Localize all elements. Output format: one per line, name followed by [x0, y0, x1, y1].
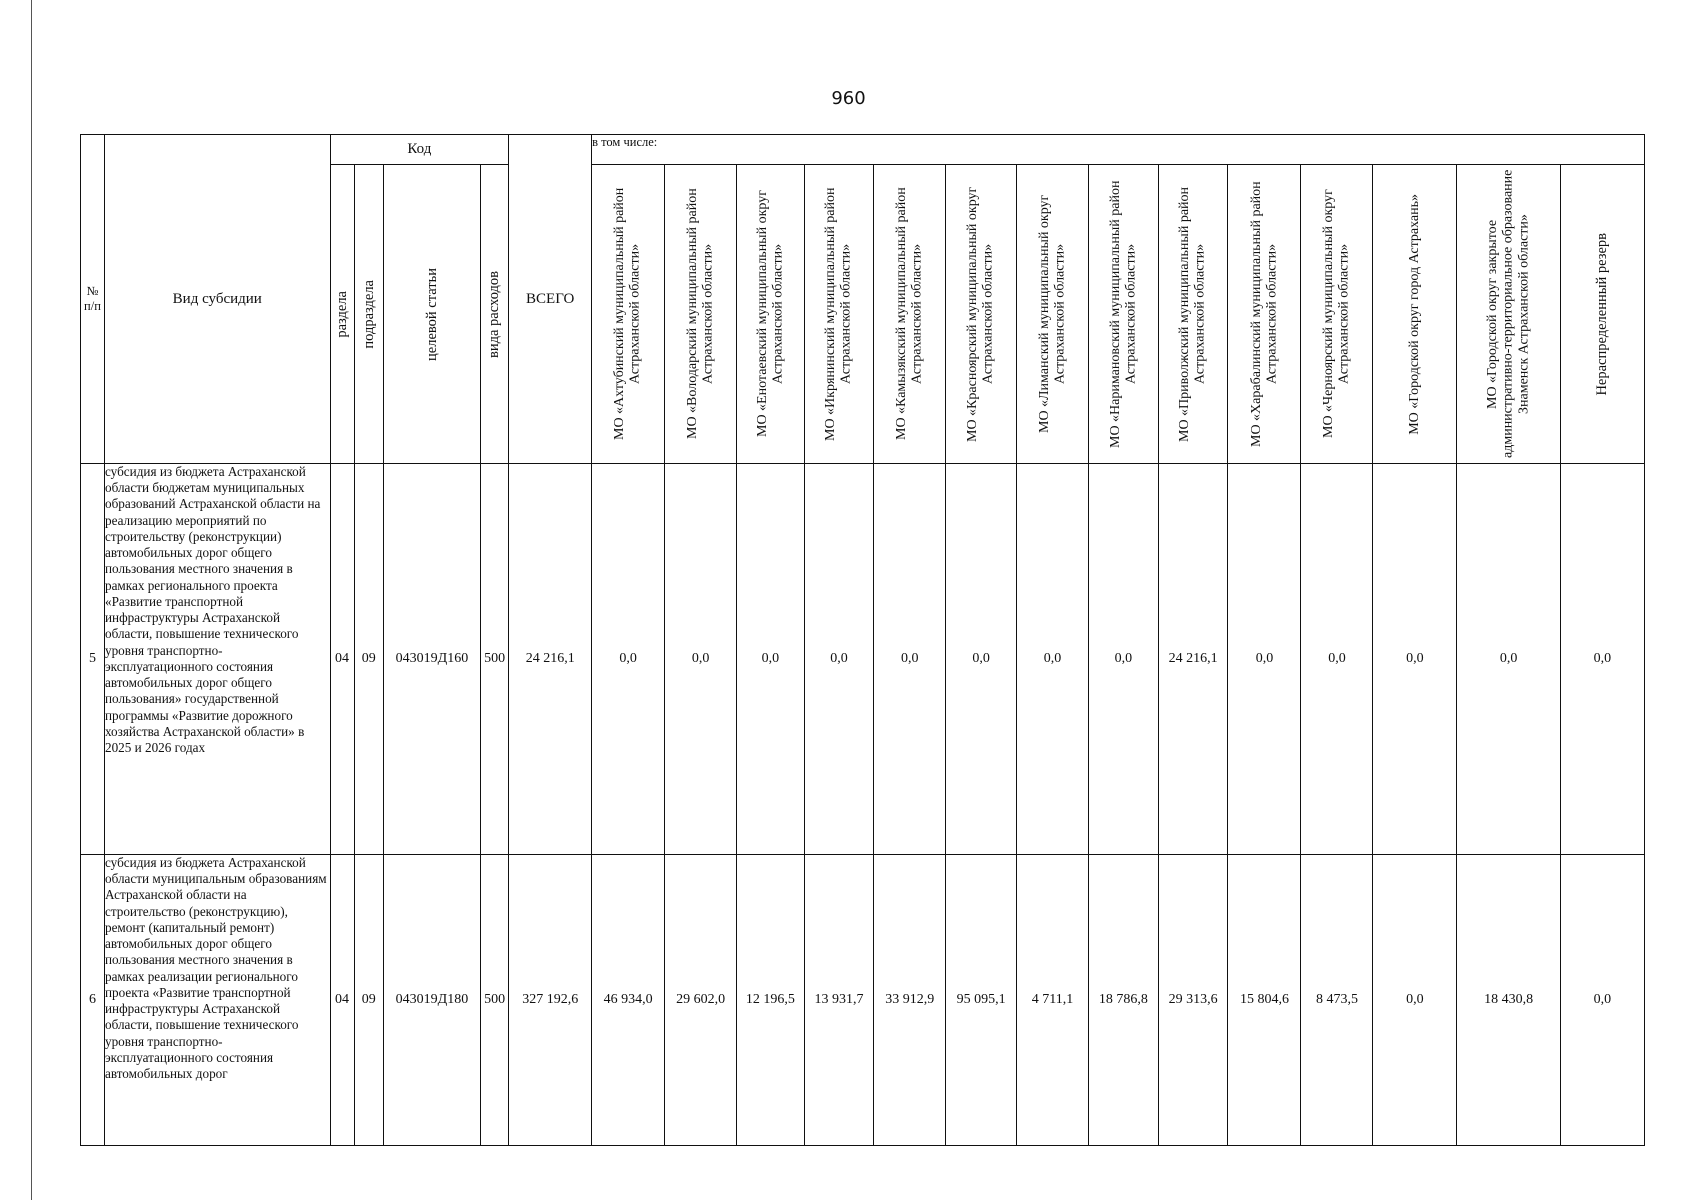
col-header-mo-11: МО «Черноярский муниципальный округ Астраханской области»: [1301, 165, 1373, 464]
margin-line: [31, 0, 32, 1200]
col-header-no: № п/п: [81, 135, 105, 464]
row-razdel: 04: [330, 464, 354, 855]
row-value-10: 0,0: [1228, 464, 1301, 855]
row-podrazdel: 09: [354, 464, 383, 855]
row-value-14: 0,0: [1560, 855, 1644, 1146]
col-header-mo-8: МО «Наримановский муниципальный район Астраханской области»: [1089, 165, 1159, 464]
col-header-reserve: Нераспределенный резерв: [1560, 165, 1644, 464]
row-value-8: 18 786,8: [1089, 855, 1159, 1146]
row-no: 5: [81, 464, 105, 855]
row-value-11: 8 473,5: [1301, 855, 1373, 1146]
col-header-mo-13: МО «Городской округ закрытое административно-территориальное образование Знаменск Астраханской области»: [1457, 165, 1561, 464]
col-header-mo-4: МО «Икрянинский муниципальный район Астраханской области»: [804, 165, 874, 464]
row-value-4: 13 931,7: [804, 855, 874, 1146]
row-value-13: 0,0: [1457, 464, 1561, 855]
row-value-1: 46 934,0: [592, 855, 665, 1146]
row-value-1: 0,0: [592, 464, 665, 855]
row-value-4: 0,0: [804, 464, 874, 855]
row-total: 24 216,1: [509, 464, 592, 855]
row-value-13: 18 430,8: [1457, 855, 1561, 1146]
col-header-mo-12: МО «Городской округ город Астрахань»: [1373, 165, 1457, 464]
row-podrazdel: 09: [354, 855, 383, 1146]
col-header-mo-9: МО «Приволжский муниципальный район Астраханской области»: [1158, 165, 1228, 464]
row-total: 327 192,6: [509, 855, 592, 1146]
row-no: 6: [81, 855, 105, 1146]
row-value-8: 0,0: [1089, 464, 1159, 855]
col-header-mo-7: МО «Лиманский муниципальный округ Астраханской области»: [1017, 165, 1089, 464]
col-header-including: в том числе:: [592, 135, 1645, 165]
row-value-10: 15 804,6: [1228, 855, 1301, 1146]
row-value-5: 0,0: [874, 464, 946, 855]
row-value-12: 0,0: [1373, 855, 1457, 1146]
col-header-mo-1: МО «Ахтубинский муниципальный район Астраханской области»: [592, 165, 665, 464]
col-header-code: Код: [330, 135, 509, 165]
table-row: [81, 464, 1645, 855]
row-value-2: 0,0: [665, 464, 737, 855]
row-description: субсидия из бюджета Астраханской области муниципальным образованиям Астраханской области на строительство (реконструкцию), ремонт (капитальный ремонт) автомобильных дорог общего пользования местного значения в рамках реализации регионального проекта «Развитие транспортной инфраструктуры Астраханской области, повышение технического уровня транспортно-эксплуатационного состояния автомобильных дорог: [104, 855, 330, 1146]
row-celevaya: 043019Д160: [383, 464, 480, 855]
col-header-podrazdel: подраздела: [354, 165, 383, 464]
row-value-2: 29 602,0: [665, 855, 737, 1146]
row-value-6: 0,0: [946, 464, 1017, 855]
row-value-7: 4 711,1: [1017, 855, 1089, 1146]
col-header-mo-5: МО «Камызякский муниципальный район Астраханской области»: [874, 165, 946, 464]
row-value-12: 0,0: [1373, 464, 1457, 855]
col-header-celevaya: целевой статьи: [383, 165, 480, 464]
col-header-kind: Вид субсидии: [104, 135, 330, 464]
row-vid: 500: [480, 464, 508, 855]
page-number: 960: [831, 88, 866, 109]
row-value-3: 0,0: [737, 464, 805, 855]
row-value-7: 0,0: [1017, 464, 1089, 855]
col-header-razdel: раздела: [330, 165, 354, 464]
row-value-5: 33 912,9: [874, 855, 946, 1146]
row-celevaya: 043019Д180: [383, 855, 480, 1146]
row-value-3: 12 196,5: [737, 855, 805, 1146]
row-value-14: 0,0: [1560, 464, 1644, 855]
col-header-mo-10: МО «Харабалинский муниципальный район Астраханской области»: [1228, 165, 1301, 464]
table-row: [81, 855, 1645, 1146]
col-header-mo-2: МО «Володарский муниципальный район Астраханской области»: [665, 165, 737, 464]
col-header-total: ВСЕГО: [509, 135, 592, 464]
row-value-9: 24 216,1: [1158, 464, 1228, 855]
row-value-9: 29 313,6: [1158, 855, 1228, 1146]
col-header-vid: вида расходов: [480, 165, 508, 464]
row-value-6: 95 095,1: [946, 855, 1017, 1146]
row-value-11: 0,0: [1301, 464, 1373, 855]
row-razdel: 04: [330, 855, 354, 1146]
subsidy-table: [80, 134, 1645, 1146]
col-header-mo-3: МО «Енотаевский муниципальный округ Астраханской области»: [737, 165, 805, 464]
col-header-mo-6: МО «Красноярский муниципальный округ Астраханской области»: [946, 165, 1017, 464]
row-description: субсидия из бюджета Астраханской области бюджетам муниципальных образований Астраханской области на реализацию мероприятий по строительству (реконструкции) автомобильных дорог общего пользования местного значения в рамках регионального проекта «Развитие транспортной инфраструктуры Астраханской области, повышение технического уровня транспортно-эксплуатационного состояния автомобильных дорог общего пользования» государственной программы «Развитие дорожного хозяйства Астраханской области» в 2025 и 2026 годах: [104, 464, 330, 855]
row-vid: 500: [480, 855, 508, 1146]
